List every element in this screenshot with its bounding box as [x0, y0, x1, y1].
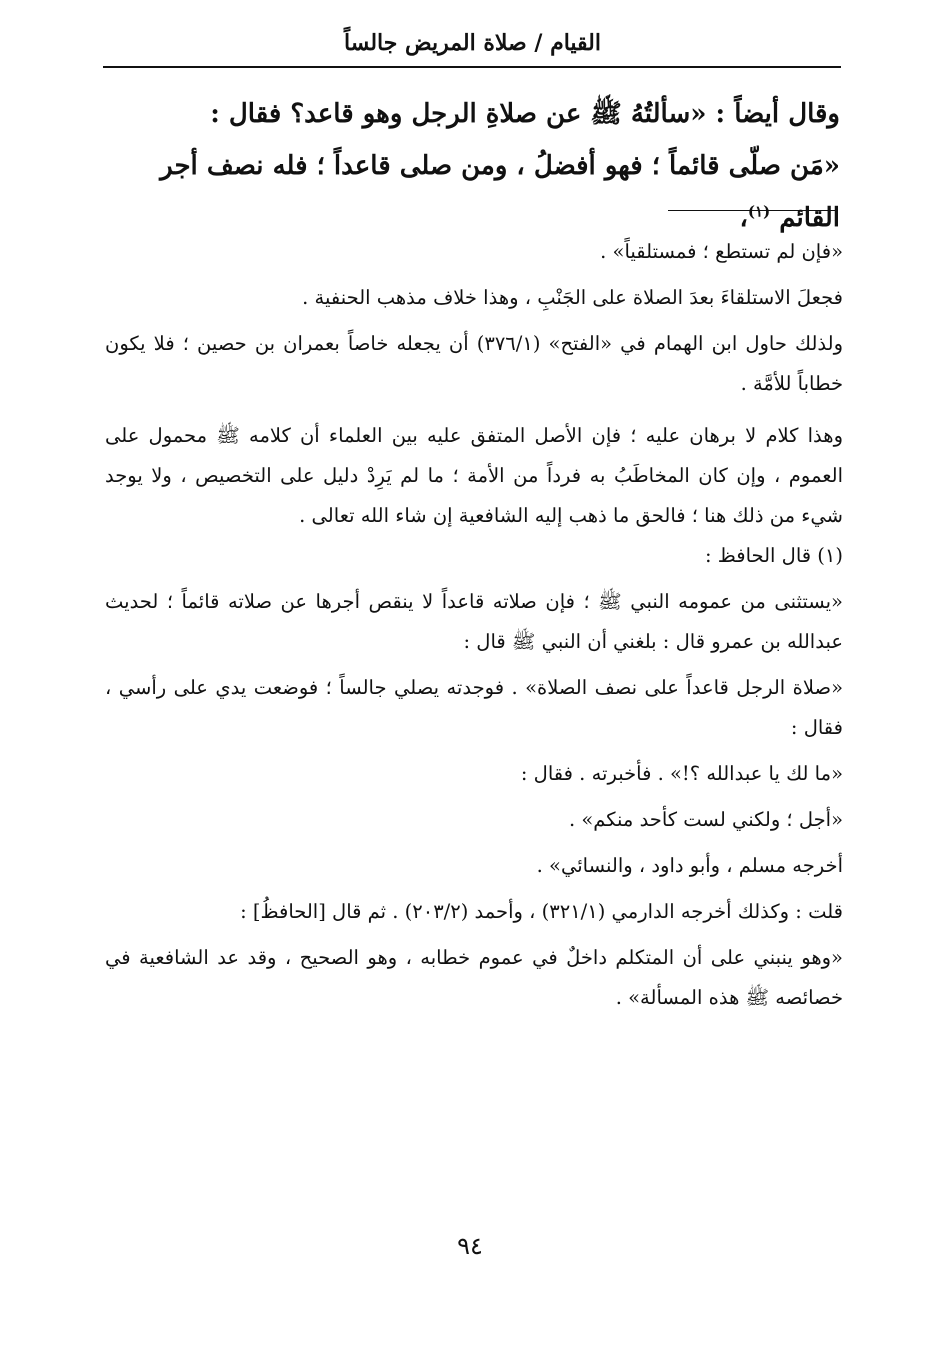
main-line-2: [100, 140, 840, 244]
footnote-paragraph: «يستثنى من عمومه النبي ﷺ ؛ فإن صلاته قاعداً لا ينقص أجرها عن صلاته قائماً ؛ لحديث عبدالله بن عمرو قال : بلغني أن النبي ﷺ قال :: [105, 590, 843, 653]
main-line-2-text: «مَن صلّى قائماً ؛ فهو أفضلُ ، ومن صلى قاعداً ؛ فله نصف أجر القائم: [160, 151, 840, 233]
main-text: [100, 88, 840, 244]
footnote-heading: (١) قال الحافظ :: [704, 544, 843, 567]
footnote-paragraph: «وهو ينبني على أن المتكلم داخلٌ في عموم خطابه ، وهو الصحيح ، وقد عد الشافعية في خصائصه ﷺ هذه المسألة» .: [105, 946, 843, 1009]
footnote-reference: (١): [747, 202, 771, 221]
running-title: القيام / صلاة المريض جالساً: [344, 30, 601, 56]
footnote-separator: [668, 210, 838, 211]
footnote-paragraph: قلت : وكذلك أخرجه الدارمي (٣٢١/١) ، وأحمد (٢٠٣/٢) . ثم قال [الحافظُ] :: [240, 900, 843, 923]
footnotes: [105, 232, 843, 1018]
footnote-paragraph: أخرجه مسلم ، وأبو داود ، والنسائي» .: [536, 854, 843, 877]
footnote-paragraph: «ما لك يا عبدالله ؟!» . فأخبرته . فقال :: [520, 762, 843, 785]
footnote-paragraph: «أجل ؛ ولكني لست كأحد منكم» .: [568, 808, 843, 831]
footnote-paragraph: «صلاة الرجل قاعداً على نصف الصلاة» . فوجدته يصلي جالساً ؛ فوضعت يدي على رأسي ، فقال :: [105, 676, 843, 739]
header-rule: [103, 66, 841, 68]
footnote-paragraph: «فإن لم تستطع ؛ فمستلقياً» .: [600, 240, 843, 263]
main-line-2-end: ،: [739, 203, 748, 233]
footnote-paragraph: ولذلك حاول ابن الهمام في «الفتح» (٣٧٦/١) أن يجعله خاصاً بعمران بن حصين ؛ فلا يكون خطاباً للأمَّة .: [105, 332, 843, 395]
page-number: ٩٤: [457, 1232, 483, 1260]
main-line-1: وقال أيضاً : «سألتُهُ ﷺ عن صلاةِ الرجل وهو قاعد؟ فقال :: [210, 99, 840, 129]
footnote-paragraph: فجعلَ الاستلقاءَ بعدَ الصلاة على الجَنْبِ ، وهذا خلاف مذهب الحنفية .: [302, 286, 843, 309]
footnote-paragraph: وهذا كلام لا برهان عليه ؛ فإن الأصل المتفق عليه بين العلماء أن كلامه ﷺ محمول على العموم ، وإن كان المخاطَبُ به فرداً من الأمة ؛ ما لم يَرِدْ دليل على التخصيص ، ولا يوجد شيء من ذلك هنا ؛ فالحق ما ذهب إليه الشافعية إن شاء الله تعالى .: [105, 424, 843, 527]
